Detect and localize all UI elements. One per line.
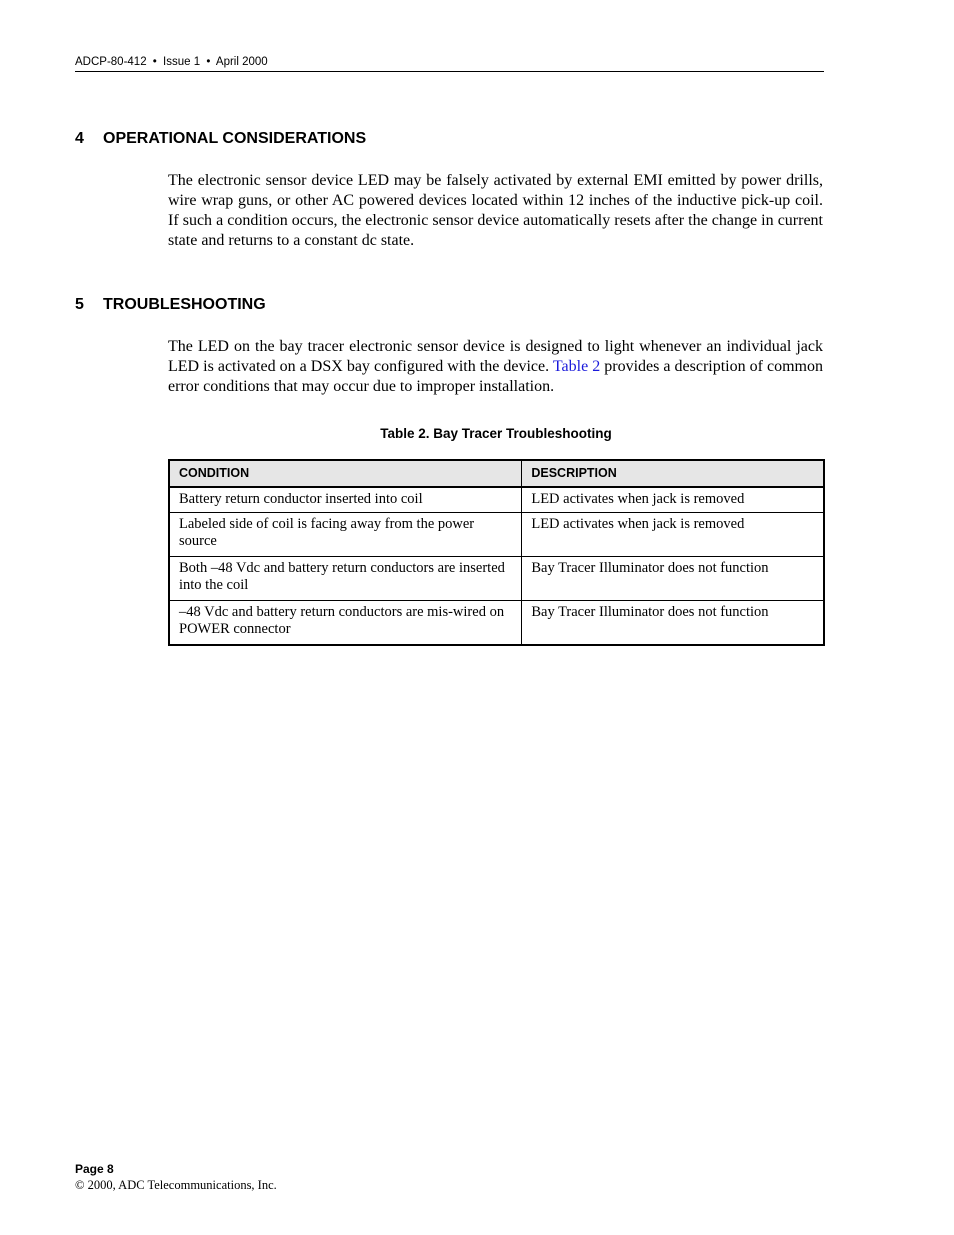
doc-id: ADCP-80-412 (75, 56, 147, 68)
section-title: OPERATIONAL CONSIDERATIONS (103, 130, 367, 147)
troubleshooting-paragraph (168, 337, 823, 397)
table-2-link[interactable]: Table 2 (552, 358, 601, 375)
page-number: Page 8 (75, 1162, 114, 1176)
table-caption: Table 2. Bay Tracer Troubleshooting (380, 426, 612, 441)
section-heading-troubleshooting (75, 296, 266, 314)
troubleshooting-table (168, 459, 825, 646)
section-number: 5 (75, 296, 84, 313)
table-row (169, 487, 824, 513)
bullet-separator: • (206, 56, 211, 68)
table-row (169, 557, 824, 601)
column-header-description: DESCRIPTION (522, 460, 824, 487)
paragraph-text: provides a description of common error conditions that may occur due to improper installation. (168, 358, 823, 395)
paragraph-text: The LED on the bay tracer electronic sensor device is designed to light whenever an individual jack LED is activated on a DSX bay configured with the device. (168, 338, 823, 375)
table-row (169, 601, 824, 646)
section-title: TROUBLESHOOTING (103, 296, 266, 313)
description-cell: Bay Tracer Illuminator does not function (522, 557, 824, 601)
table-header-row (169, 460, 824, 487)
issue-number: Issue 1 (163, 56, 201, 68)
copyright-notice: © 2000, ADC Telecommunications, Inc. (75, 1178, 277, 1192)
condition-cell: Labeled side of coil is facing away from the power source (169, 513, 522, 557)
column-header-condition: CONDITION (169, 460, 522, 487)
operational-paragraph: The electronic sensor device LED may be falsely activated by external EMI emitted by power drills, wire wrap guns, or other AC powered devices located within 12 inches of the inductive pick-up coil. If such a condition occurs, the electronic sensor device automatically resets after the change in current state and returns to a constant dc state. (168, 172, 823, 249)
issue-date: April 2000 (215, 56, 268, 68)
page-header (75, 56, 824, 72)
section-heading-operational (75, 130, 366, 148)
table-row (169, 513, 824, 557)
condition-cell: –48 Vdc and battery return conductors are mis-wired on POWER connector (169, 601, 522, 646)
condition-cell: Battery return conductor inserted into coil (169, 487, 522, 513)
description-cell: LED activates when jack is removed (522, 487, 824, 513)
section-number: 4 (75, 130, 84, 147)
bullet-separator: • (152, 56, 157, 68)
condition-cell: Both –48 Vdc and battery return conductors are inserted into the coil (169, 557, 522, 601)
description-cell: LED activates when jack is removed (522, 513, 824, 557)
description-cell: Bay Tracer Illuminator does not function (522, 601, 824, 646)
